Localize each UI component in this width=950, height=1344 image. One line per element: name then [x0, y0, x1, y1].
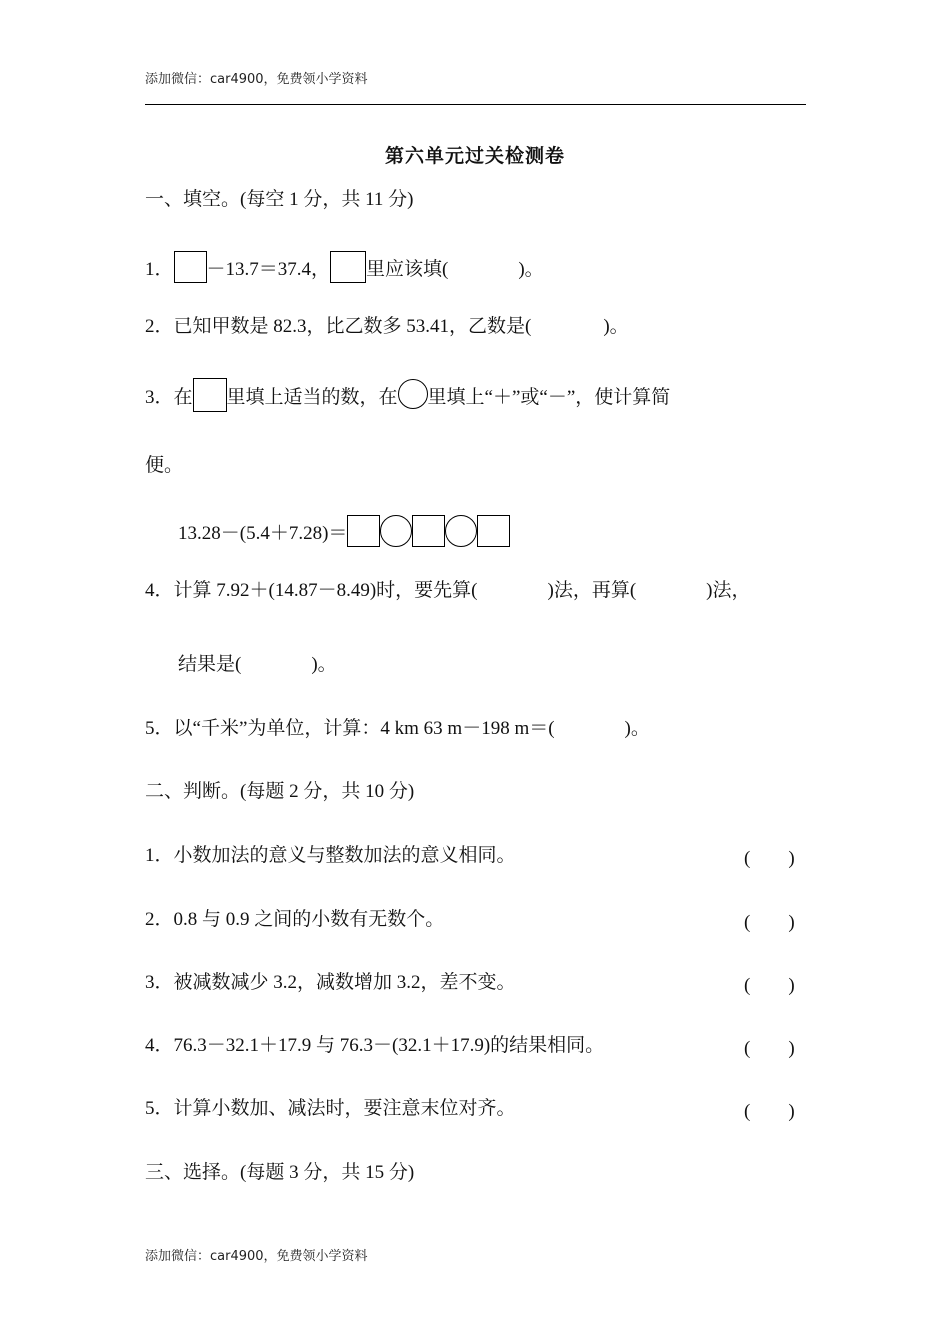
question-1-1: [145, 251, 544, 283]
question-text: 结果是(: [178, 654, 242, 675]
question-text: 以“千米”为单位，计算：4 km 63 m－198 m＝(: [173, 718, 555, 739]
question-number: 4．: [145, 580, 174, 601]
question-text: )。: [518, 259, 544, 280]
question-text: )。: [603, 316, 629, 337]
question-1-5: [145, 716, 650, 742]
question-number: 2．: [145, 909, 174, 930]
question-text: 在: [173, 387, 193, 408]
answer-paren[interactable]: ( ): [744, 1101, 795, 1122]
section3-heading: 三、选择。(每题 3 分，共 15 分): [145, 1162, 415, 1183]
question-text: )法，: [706, 580, 751, 601]
circle-symbol: [398, 379, 428, 409]
blank-box[interactable]: [347, 515, 380, 547]
question-text: 里填上“＋”或“－”，使计算简: [427, 387, 671, 408]
question-1-3: [145, 378, 670, 412]
question-number: 5．: [145, 718, 174, 739]
question-text: )。: [311, 654, 337, 675]
question-text: －13.7＝37.4，: [206, 259, 331, 280]
question-text: 小数加法的意义与整数加法的意义相同。: [173, 845, 516, 866]
question-text: 76.3－32.1＋17.9 与 76.3－(32.1＋17.9)的结果相同。: [173, 1035, 605, 1056]
square-symbol: [193, 378, 227, 412]
question-1-4: [145, 578, 750, 604]
question-number: 4．: [145, 1035, 174, 1056]
question-text: 已知甲数是 82.3，比乙数多 53.41，乙数是(: [173, 316, 532, 337]
question-1-4-continued: [178, 652, 337, 678]
question-text: 计算 7.92＋(14.87－8.49)时，要先算(: [173, 580, 478, 601]
judge-item-3: [145, 970, 516, 996]
question-number: 3．: [145, 972, 174, 993]
page-title: 第六单元过关检测卷: [384, 145, 565, 167]
blank-box[interactable]: [412, 515, 445, 547]
question-text: )。: [624, 718, 650, 739]
judge-item-1: [145, 843, 516, 869]
judge-item-5: [145, 1096, 516, 1122]
section2-heading: 二、判断。(每题 2 分，共 10 分): [145, 781, 415, 802]
question-text: 被减数减少 3.2，减数增加 3.2，差不变。: [173, 972, 516, 993]
question-number: 1．: [145, 259, 174, 280]
question-1-3-expression: [178, 515, 510, 547]
judge-item-4: [145, 1033, 604, 1059]
question-number: 3．: [145, 387, 174, 408]
blank-box[interactable]: [330, 251, 366, 283]
page-header: 添加微信：car4900，免费领小学资料: [145, 72, 368, 87]
question-text: 里应该填(: [366, 259, 449, 280]
answer-paren[interactable]: ( ): [744, 1038, 795, 1059]
question-text: 0.8 与 0.9 之间的小数有无数个。: [173, 909, 445, 930]
question-number: 5．: [145, 1098, 174, 1119]
answer-paren[interactable]: ( ): [744, 975, 795, 996]
blank-circle[interactable]: [380, 515, 412, 547]
page-footer: 添加微信：car4900，免费领小学资料: [145, 1249, 368, 1264]
question-1-3-continued: 便。: [145, 455, 184, 476]
judge-item-2: [145, 907, 444, 933]
blank-circle[interactable]: [445, 515, 477, 547]
answer-paren[interactable]: ( ): [744, 912, 795, 933]
question-number: 2．: [145, 316, 174, 337]
blank-box[interactable]: [477, 515, 510, 547]
answer-paren[interactable]: ( ): [744, 848, 795, 869]
expression-text: 13.28－(5.4＋7.28)＝: [178, 523, 348, 544]
blank-box[interactable]: [174, 251, 207, 283]
question-text: 里填上适当的数，在: [226, 387, 398, 408]
question-text: )法，再算(: [547, 580, 637, 601]
header-divider: [145, 104, 806, 105]
question-1-2: [145, 314, 629, 340]
question-text: 计算小数加、减法时，要注意末位对齐。: [173, 1098, 516, 1119]
section1-heading: 一、填空。(每空 1 分，共 11 分): [145, 189, 414, 210]
question-number: 1．: [145, 845, 174, 866]
